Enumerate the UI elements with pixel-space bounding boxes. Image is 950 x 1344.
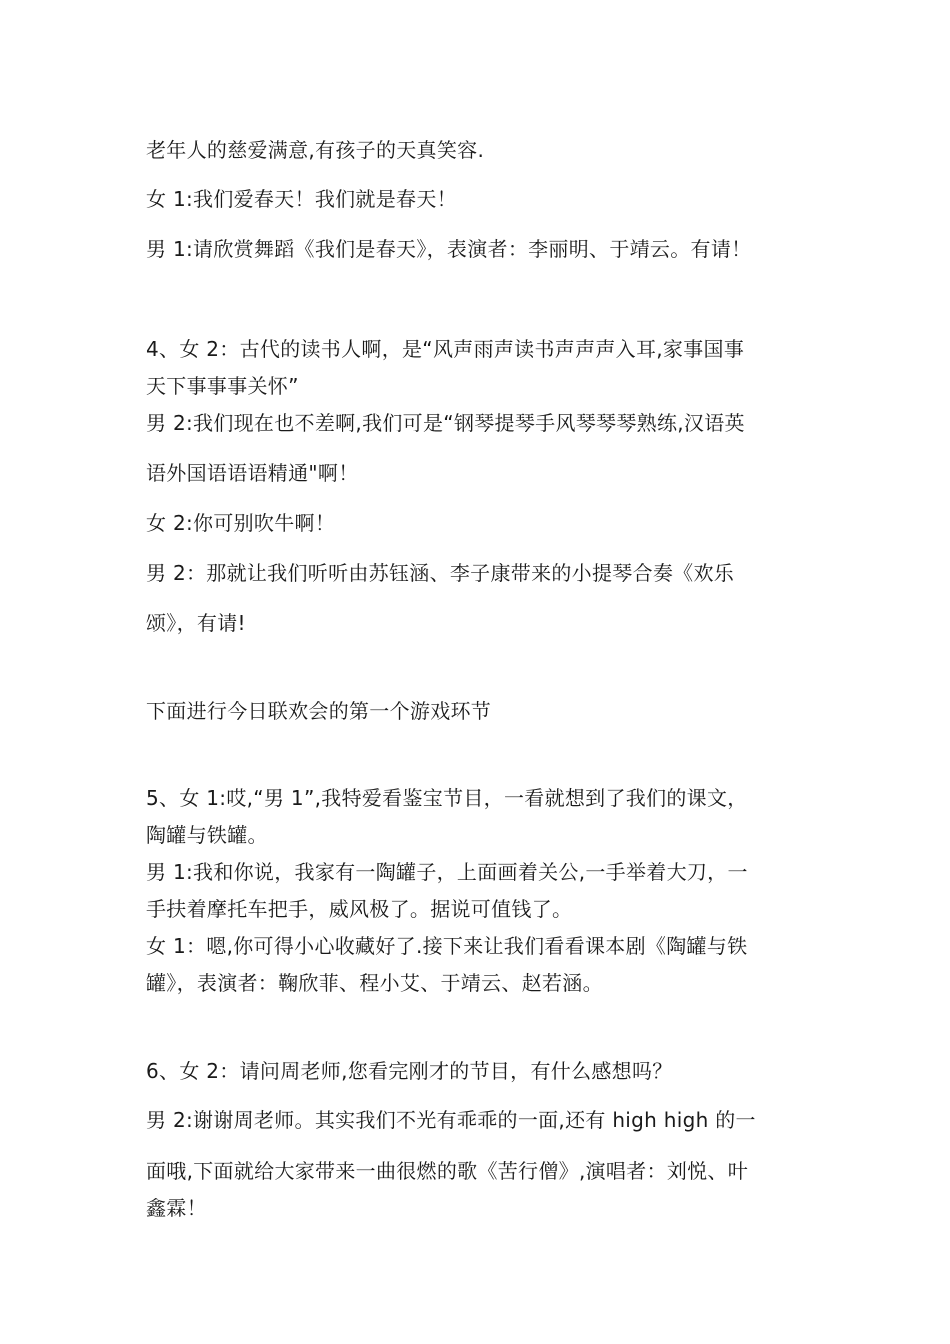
text-line-18: 6、女 2：请问周老师,您看完刚才的节目，有什么感想吗？ [146, 1059, 673, 1083]
text-line-2: 女 1:我们爱春天！我们就是春天！ [146, 187, 457, 211]
text-line-14: 男 1:我和你说，我家有一陶罐子，上面画着关公,一手举着大刀，一 [146, 860, 748, 884]
text-line-3: 男 1:请欣赏舞蹈《我们是春天》，表演者：李丽明、于靖云。有请！ [146, 237, 752, 261]
text-line-8: 女 2:你可别吹牛啊！ [146, 511, 336, 535]
text-line-6: 男 2:我们现在也不差啊,我们可是“钢琴提琴手风琴琴琴熟练,汉语英 [146, 411, 745, 435]
text-line-9: 男 2：那就让我们听听由苏钰涵、李子康带来的小提琴合奏《欢乐 [146, 561, 735, 585]
text-line-5: 天下事事事关怀” [146, 374, 299, 398]
text-line-12: 5、女 1:哎,“男 1”,我特爱看鉴宝节目，一看就想到了我们的课文， [146, 786, 748, 810]
text-line-1: 老年人的慈爱满意,有孩子的天真笑容. [146, 138, 485, 162]
text-line-21: 鑫霖！ [146, 1196, 207, 1220]
text-line-11: 下面进行今日联欢会的第一个游戏环节 [146, 699, 492, 723]
text-line-17: 罐》，表演者：鞠欣菲、程小艾、于靖云、赵若涵。 [146, 971, 603, 995]
text-line-7: 语外国语语语精通"啊！ [146, 461, 359, 485]
text-line-10: 颂》，有请! [146, 611, 246, 635]
text-line-4: 4、女 2：古代的读书人啊，是“风声雨声读书声声声入耳,家事国事 [146, 337, 745, 361]
text-line-16: 女 1：嗯,你可得小心收藏好了.接下来让我们看看课本剧《陶罐与铁 [146, 934, 748, 958]
text-line-19: 男 2:谢谢周老师。其实我们不光有乖乖的一面,还有 high high 的一 [146, 1108, 756, 1132]
text-line-20: 面哦,下面就给大家带来一曲很燃的歌《苦行僧》,演唱者：刘悦、叶 [146, 1159, 749, 1183]
text-line-13: 陶罐与铁罐。 [146, 823, 268, 847]
text-line-15: 手扶着摩托车把手，威风极了。据说可值钱了。 [146, 897, 573, 921]
